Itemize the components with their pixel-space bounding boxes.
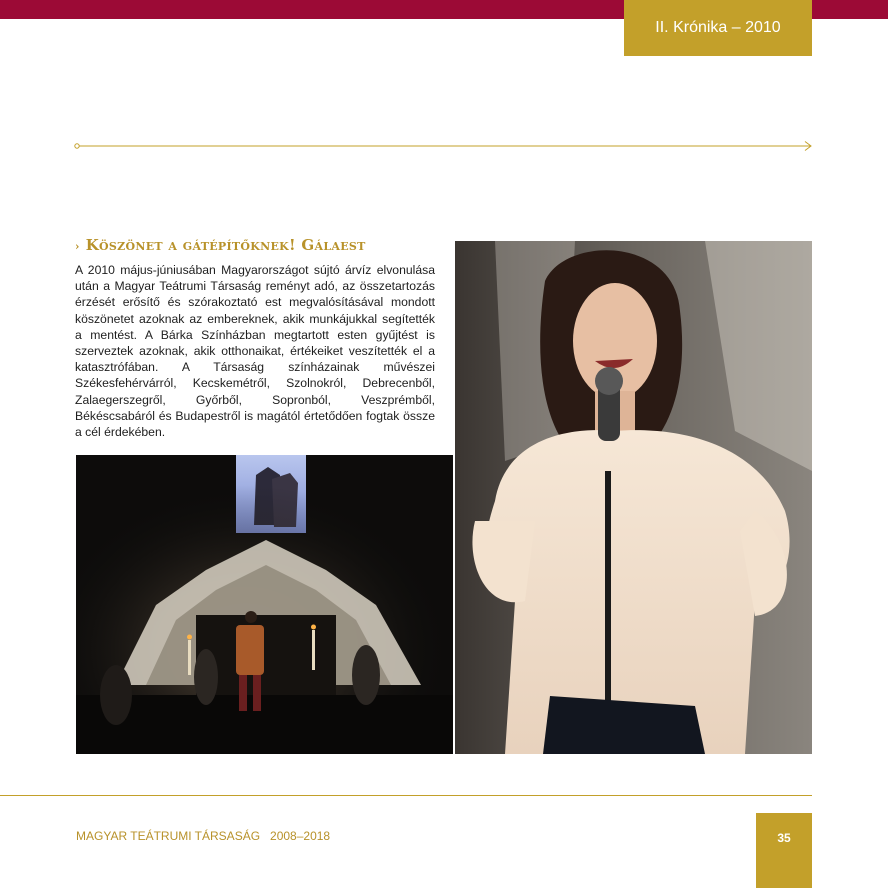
stage-scene-illustration — [76, 455, 453, 754]
footer-rule — [0, 795, 812, 796]
footer-organization — [76, 829, 330, 843]
chapter-tab — [624, 0, 812, 56]
section-title — [75, 236, 450, 254]
arrow-bullet-icon: › — [75, 240, 80, 253]
singer-portrait-photo — [455, 241, 812, 754]
singer-scene-illustration — [455, 241, 812, 754]
article-body: A 2010 május-júniusában Magyarországot sújtó árvíz elvonulása után a Magyar Teátrumi Társaság reményt adó, az összetartozás érzését erősítő és szórakoztató est megvalósításával mondott köszönetet azoknak az embereknek, akik munkájukkal segítették a mentést. A Bárka Színházban megtartott esten gyűjtést is szerveztek azoknak, akik otthonaikat, értékeiket veszítették el a katasztrófában. A Társaság színházainak művészei Székesfehérvárról, Kecskemétről, Szolnokról, Debrecenből, Zalaegerszegről, Győrből, Sopronból, Veszprémből, Békéscsabáról és Budapestről is magától értetődően fogtak össze a cél érdekében. — [75, 263, 435, 440]
footer-org-name: MAGYAR TEÁTRUMI TÁRSASÁG — [76, 829, 261, 843]
section-title-text: Köszönet a gátépítőknek! Gálaest — [85, 236, 366, 254]
footer-years: 2008–2018 — [270, 829, 331, 843]
stage-performance-photo — [76, 455, 453, 754]
chapter-label: II. Krónika – 2010 — [655, 19, 781, 36]
decorative-arrow-rule — [74, 140, 814, 152]
page-number-tab — [756, 813, 812, 888]
page-number: 35 — [777, 831, 791, 845]
